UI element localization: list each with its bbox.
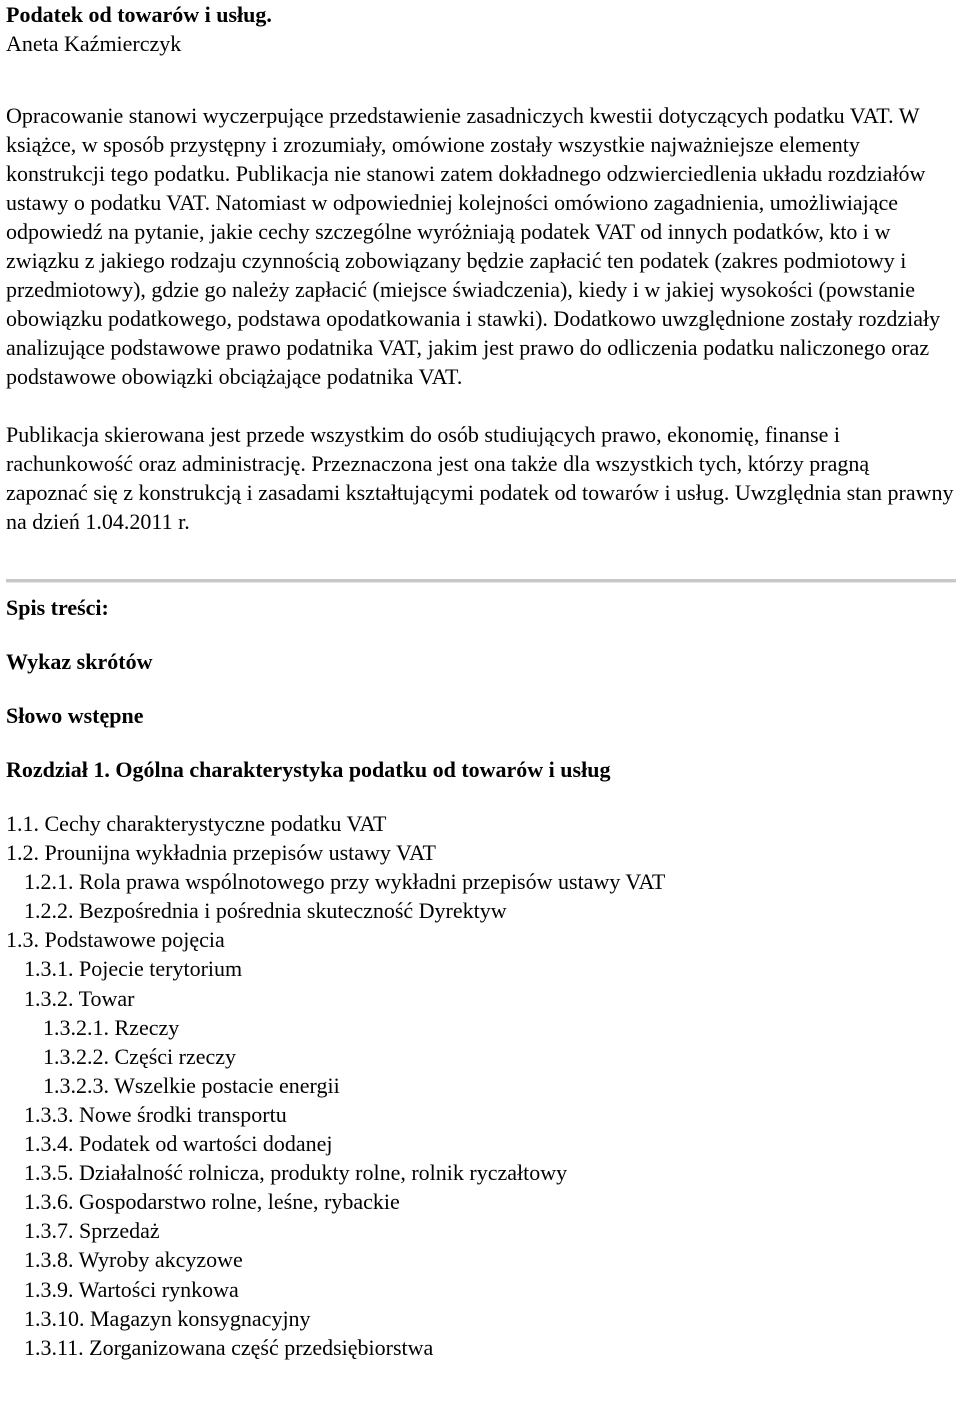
toc-title: Spis treści:: [6, 595, 109, 620]
toc-item: 1.3.6. Gospodarstwo rolne, leśne, rybackie: [24, 1189, 400, 1215]
description-paragraph-2: Publikacja skierowana jest przede wszystkim do osób studiujących prawo, ekonomię, finanse i rachunkowość oraz administrację. Przeznaczona jest ona także dla wszystkich tych, którzy pragną zapoznać się z konstrukcją i zasadami kształtującymi podatek od towarów i usług. Uwzględnia stan prawny na dzień 1.04.2011 r.: [6, 422, 954, 534]
description-paragraph-1: Opracowanie stanowi wyczerpujące przedstawienie zasadniczych kwestii dotyczących podatku VAT. W książce, w sposób przystępny i zrozumiały, omówione zostały wszystkie najważniejsze elementy konstrukcji tego podatku. Publikacja nie stanowi zatem dokładnego odzwierciedlenia układu rozdziałów ustawy o podatku VAT. Natomiast w odpowiedniej kolejności omówiono zagadnienia, umożliwiające odpowiedź na pytanie, jakie cechy szczególne wyróżniają podatek VAT od innych podatków, kto i w związku z jakiego rodzaju czynnością zobowiązany będzie zapłacić ten podatek (zakres podmiotowy i przedmiotowy), gdzie go należy zapłacić (miejsce świadczenia), kiedy i w jakiej wysokości (powstanie obowiązku podatkowego, podstawa opodatkowania i stawki). Dodatkowo uwzględnione zostały rozdziały analizujące podstawowe prawo podatnika VAT, jakim jest prawo do odliczenia podatku naliczonego oraz podstawowe obowiązki obciążające podatnika VAT.: [6, 103, 941, 389]
toc-preface: Słowo wstępne: [6, 703, 144, 728]
toc-item: 1.3.1. Pojecie terytorium: [24, 956, 243, 982]
toc-item: 1.3.2.1. Rzeczy: [43, 1014, 180, 1040]
toc-item: 1.2. Prounijna wykładnia przepisów ustawy VAT: [6, 840, 436, 866]
toc-item: 1.3.5. Działalność rolnicza, produkty rolne, rolnik ryczałtowy: [24, 1160, 568, 1186]
toc-item: 1.3. Podstawowe pojęcia: [6, 927, 225, 953]
toc-item: 1.2.2. Bezpośrednia i pośrednia skuteczność Dyrektyw: [24, 898, 507, 924]
toc-item: 1.3.3. Nowe środki transportu: [24, 1101, 287, 1127]
toc-item: 1.3.2.2. Części rzeczy: [43, 1043, 237, 1069]
document-page: [6, 0, 956, 1362]
toc-item: 1.2.1. Rola prawa wspólnotowego przy wykładni przepisów ustawy VAT: [24, 869, 666, 895]
toc-item: 1.3.9. Wartości rynkowa: [24, 1276, 239, 1302]
toc-chapter-1: Rozdział 1. Ogólna charakterystyka podatku od towarów i usług: [6, 757, 611, 782]
toc-item: 1.3.11. Zorganizowana część przedsiębiorstwa: [24, 1334, 434, 1360]
book-author: Aneta Kaźmierczyk: [6, 31, 182, 56]
toc-list: [6, 809, 956, 1362]
toc-item: 1.3.8. Wyroby akcyzowe: [24, 1247, 243, 1273]
toc-abbreviations: Wykaz skrótów: [6, 649, 153, 674]
toc-item: 1.3.7. Sprzedaż: [24, 1218, 160, 1244]
toc-item: 1.3.4. Podatek od wartości dodanej: [24, 1131, 333, 1157]
book-title: Podatek od towarów i usług.: [6, 2, 272, 27]
toc-item: 1.3.2.3. Wszelkie postacie energii: [43, 1072, 340, 1098]
toc-item: 1.1. Cechy charakterystyczne podatku VAT: [6, 811, 387, 836]
toc-item: 1.3.10. Magazyn konsygnacyjny: [24, 1305, 311, 1331]
toc-item: 1.3.2. Towar: [24, 985, 135, 1011]
